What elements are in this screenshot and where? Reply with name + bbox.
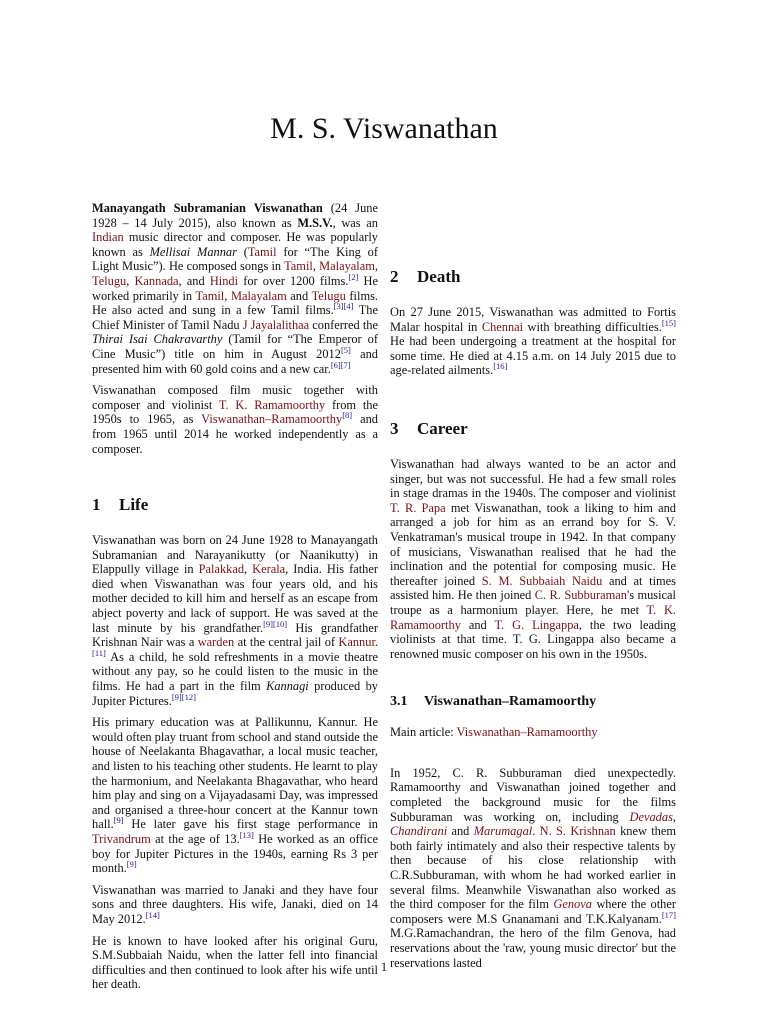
citation-link[interactable]: [5] (340, 344, 351, 355)
subsection-heading-viswanathan-ramamoorthy (390, 693, 676, 711)
wiki-link[interactable]: Kannada (134, 273, 179, 288)
left-column (92, 201, 378, 992)
text-run: for “The King of Light Music”). He composed songs in (92, 244, 378, 274)
wiki-link[interactable]: Kannur (338, 635, 375, 650)
text-run: at the central jail of (234, 635, 339, 650)
text-run: Viswanathan composed film music together with composer and violinist (92, 383, 378, 412)
citation (240, 830, 254, 840)
citation (493, 361, 507, 371)
wiki-link[interactable]: Devadas (629, 809, 673, 824)
citation-link[interactable]: [8] (342, 410, 353, 421)
italic-text: Kannagi (266, 679, 309, 694)
section-heading-life (92, 494, 378, 516)
bold-text: M.S.V. (297, 215, 333, 230)
text-run: He later gave his first stage performance in (123, 817, 378, 832)
citation (114, 815, 124, 825)
text-run: conferred the (309, 317, 378, 332)
text-run: music director and composer. He was popularly known as (92, 230, 378, 259)
wiki-link[interactable]: S. M. Subbaiah Naidu (481, 573, 603, 588)
text-run: Viswanathan had always wanted to be an actor and singer, but was not successful. He had a few small roles in stage dramas in the 1940s. The composer and violinist (390, 456, 676, 501)
text-run: , (244, 562, 253, 577)
section-heading-death (390, 266, 676, 288)
section-heading-career (390, 418, 676, 440)
citation-link[interactable]: [17] (661, 909, 676, 920)
text-run: Viswanathan was born on 24 June 1928 to Manayangath Subramanian and Narayanikutty (or Naanikutty) in Elappully village in (92, 533, 378, 577)
text-run: and (447, 824, 474, 839)
text-run: knew them both fairly intimately and also their respective talents by then because of his close relationship with C.R.Subburaman, with whom he had worked earlier in several films. Meanwhile Viswanathan also worked as the third composer for the film (390, 824, 677, 912)
wiki-link[interactable]: Chandirani (390, 824, 448, 839)
text-run: He worked as an office boy for Jupiter Pictures in the 1940s, earning Rs 3 per month. (92, 831, 378, 876)
wiki-link[interactable]: Marumagal (473, 824, 533, 839)
text-run: , (312, 259, 320, 274)
subsection-number: 3.1 (390, 694, 408, 710)
page-number: 1 (380, 960, 388, 974)
text-run: His grandfather Krishnan Nair was a (92, 620, 378, 650)
text-run: films. He also acted and sung in a few Tamil films. (92, 288, 379, 318)
citation-link[interactable]: [9][10] (263, 618, 288, 629)
citation (662, 910, 676, 920)
bold-text: Manayangath Subramanian Viswanathan (92, 201, 323, 215)
citation (92, 648, 106, 658)
text-run: , was an (332, 215, 378, 230)
citation-link[interactable]: [9][12] (171, 691, 196, 702)
wiki-link[interactable]: Indian (92, 230, 124, 245)
text-run: On 27 June 2015, Viswanathan was admitted to Fortis Malar hospital in (390, 305, 676, 334)
citation-link[interactable]: [14] (145, 909, 160, 920)
wiki-link[interactable]: Tamil (247, 244, 277, 259)
wiki-link[interactable]: Kerala (252, 562, 286, 577)
viswanathan-ramamoorthy-paragraph-1 (390, 766, 676, 970)
italic-text: Mellisai Mannar (149, 244, 237, 259)
citation-link[interactable]: [6][7] (330, 359, 351, 370)
main-article-note (390, 725, 676, 740)
wiki-link[interactable]: warden (197, 635, 235, 650)
section-title: Life (119, 495, 149, 515)
section-number: 3 (390, 418, 399, 438)
text-run: Main article: (390, 725, 457, 740)
citation (341, 345, 351, 355)
text-run: (24 June 1928 – 14 July 2015), also known as (92, 201, 378, 230)
citation (263, 619, 287, 629)
death-paragraph-1 (390, 305, 676, 378)
section-number: 2 (390, 267, 399, 286)
citation (127, 859, 137, 869)
text-run: As a child, he sold refreshments in a movie theatre without any pay, so he could listen to the music in the films. He had a part in the film (92, 649, 378, 694)
wiki-link[interactable]: Palakkad (198, 562, 245, 577)
text-run: met Viswanathan, took a liking to him and arranged a job for him as an errand boy for S. V. Venkatraman's musical troupe in 1942. In that company of musicians, Viswanathan realised that he had the inclination and the potential for composing music. He thereafter joined (390, 500, 676, 588)
text-run: His primary education was at Pallikunnu, Kannur. He would often play truant from school and stand outside the house of Neelakanta Bhagavathar, a local music teacher, and listen to his teaching other students. He learnt to play the harmonium, and Neelakanta Bhagavathar, who heard him play and sing on a Vijayadasami Day, was impressed and organised a three-hour concert at the Kannur town hall. (92, 715, 378, 832)
wiki-link[interactable]: T. G. Lingappa (494, 617, 579, 632)
citation-link[interactable]: [15] (661, 317, 676, 328)
life-paragraph-1 (92, 533, 378, 708)
citation (331, 359, 351, 369)
wiki-link[interactable]: Viswanathan–Ramamoorthy (456, 725, 598, 740)
page-title: M. S. Viswanathan (270, 112, 498, 145)
wiki-link[interactable]: Trivandrum (92, 831, 151, 846)
text-run: (Tamil for “The Emperor of Cine Music”) title on him in August 2012 (92, 332, 378, 361)
text-run: and presented him with 60 gold coins and a new car. (92, 346, 378, 376)
citation-link[interactable]: [3][4] (333, 301, 354, 312)
text-run: with breathing difficulties. (523, 319, 662, 334)
text-run: , the two leading violinists at that time. T. G. Lingappa also became a renowned music composer on his own in the 1950s. (390, 617, 676, 661)
wiki-link[interactable]: Genova (553, 897, 592, 912)
italic-text: Thirai Isai Chakravarthy (92, 332, 223, 347)
life-paragraph-3 (92, 883, 378, 927)
subsection-title: Viswanathan–Ramamoorthy (424, 694, 597, 710)
citation (334, 301, 354, 311)
wiki-link[interactable]: Tamil (284, 259, 313, 274)
citation-link[interactable]: [13] (239, 829, 254, 840)
text-run: Viswanathan was married to Janaki and they have four sons and three daughters. His wife, Janaki, died on 14 May 2012. (92, 882, 378, 926)
wiki-link[interactable]: J Jayalalithaa (242, 317, 310, 332)
wiki-link[interactable]: N. S. Krishnan (539, 824, 616, 839)
text-run: He worked primarily in (92, 273, 379, 303)
text-run: The Chief Minister of Tamil Nadu (92, 303, 378, 332)
citation-link[interactable]: [9] (126, 859, 137, 870)
text-run: from the 1950s to 1965, as (92, 397, 378, 427)
text-run: and (286, 288, 312, 303)
wiki-link[interactable]: C. R. Subburaman (534, 588, 627, 603)
text-run: at the age of 13. (150, 831, 240, 846)
citation-link[interactable]: [16] (493, 361, 508, 372)
wiki-link[interactable]: T. R. Papa (390, 500, 446, 515)
text-run: 's musical troupe as a harmonium player. Here, he met (390, 588, 676, 617)
citation-link[interactable]: [11] (92, 647, 106, 658)
citation-link[interactable]: [9] (113, 815, 124, 826)
wiki-link[interactable]: Viswanathan–Ramamoorthy (201, 412, 343, 427)
wiki-link[interactable]: Tamil (195, 288, 225, 303)
wiki-link[interactable]: Malayalam (319, 259, 375, 274)
wiki-link[interactable]: T. K. Ramamoorthy (218, 397, 326, 412)
text-run: . (532, 824, 540, 839)
citation (342, 410, 352, 420)
text-run: He had been undergoing a treatment at the hospital for some time. He died at 4.15 a.m. on 14 July 2015 due to age-related ailments. (390, 334, 676, 378)
wiki-link[interactable]: Hindi (209, 273, 239, 288)
career-paragraph-1 (390, 457, 676, 661)
right-column (390, 201, 676, 970)
section-number: 1 (92, 495, 101, 515)
wiki-link[interactable]: T. K. Ramamoorthy (390, 602, 676, 632)
text-run: , India. His father died when Viswanathan was four years old, and his mother decided to kill him and herself as an escape from abject poverty and lack of support. He was saved at the last minute by his grandfather. (92, 562, 378, 635)
text-run: , (126, 273, 135, 288)
text-run: where the other composers were M.S Gnanamani and T.K.Kalyanam. (390, 897, 676, 926)
text-run: . (374, 635, 378, 650)
citation (662, 318, 676, 328)
text-run: , and (178, 273, 210, 288)
wiki-link[interactable]: Telugu (92, 273, 127, 288)
life-paragraph-2 (92, 715, 378, 876)
column-continuation-spacer (390, 201, 676, 230)
citation (172, 692, 196, 702)
text-run: for over 1200 films. (238, 273, 349, 288)
section-title: Career (417, 418, 468, 438)
wiki-link[interactable]: Telugu (311, 288, 346, 303)
text-run: , (224, 288, 231, 303)
intro-paragraph-1 (92, 201, 378, 376)
intro-paragraph-2 (92, 383, 378, 456)
text-run: and at times assisted him. He then joined (390, 573, 676, 603)
text-run: M.G.Ramachandran, the hero of the film Genova, had reservations about the 'raw, young music director' but the reservations lasted (390, 926, 676, 970)
section-title: Death (417, 267, 461, 286)
wiki-link[interactable]: Chennai (481, 319, 524, 334)
text-run: , (672, 809, 676, 824)
citation (348, 272, 358, 282)
text-run: , (374, 259, 378, 274)
text-run: In 1952, C. R. Subburaman died unexpectedly. Ramamoorthy and Viswanathan joined together and completed the background music for the films Subburaman was working on, including (390, 765, 676, 824)
text-run: produced by Jupiter Pictures. (92, 679, 378, 708)
text-run: and (460, 617, 495, 632)
wiki-link[interactable]: Malayalam (230, 288, 287, 303)
citation-link[interactable]: [2] (348, 271, 359, 282)
citation (146, 910, 160, 920)
text-run: and from 1965 until 2014 he worked independently as a composer. (92, 412, 379, 456)
text-run: He is known to have looked after his original Guru, S.M.Subbaiah Naidu, when the latter fell into financial difficulties and then continued to look after his wife until her death. (92, 933, 378, 992)
text-run: ( (236, 244, 248, 259)
